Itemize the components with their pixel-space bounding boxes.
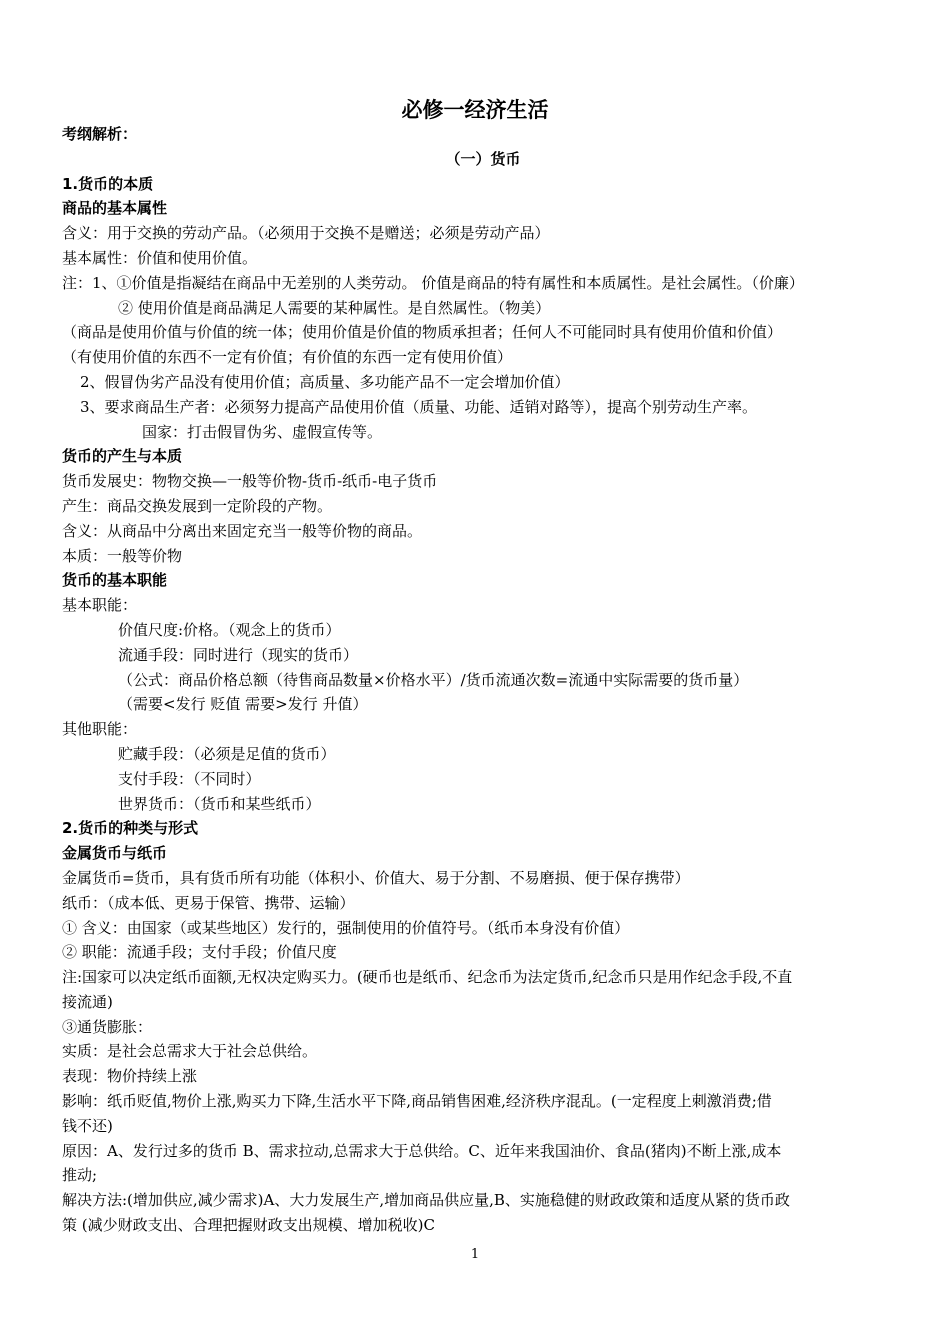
text-line: 含义：用于交换的劳动产品。（必须用于交换不是赠送；必须是劳动产品） [62, 224, 550, 243]
text-line: 含义：从商品中分离出来固定充当一般等价物的商品。 [62, 521, 423, 540]
text-line: 接流通) [62, 992, 113, 1011]
text-line: 产生：商品交换发展到一定阶段的产物。 [62, 496, 333, 515]
text-line: 3、要求商品生产者：必须努力提高产品使用价值（质量、功能、适销对路等），提高个别劳动生产率。 [80, 397, 758, 416]
section-heading: 1.货币的本质 [62, 174, 154, 193]
text-line: 实质：是社会总需求大于社会总供给。 [62, 1042, 318, 1061]
text-line: ② 职能：流通手段；支付手段；价值尺度 [62, 943, 337, 962]
text-line: 基本职能： [62, 596, 138, 615]
text-line: （商品是使用价值与价值的统一体；使用价值是价值的物质承担者；任何人不可能同时具有使用价值和价值） [62, 323, 783, 342]
text-line: ② 使用价值是商品满足人需要的某种属性。是自然属性。（物美） [118, 298, 551, 317]
section-heading: 货币的基本职能 [62, 571, 168, 590]
text-line: （需要<发行 贬值 需要>发行 升值） [118, 695, 368, 714]
text-line: 2、假冒伪劣产品没有使用价值；高质量、多功能产品不一定会增加价值） [80, 372, 570, 391]
text-line: ③通货膨胀： [62, 1017, 153, 1036]
text-line: （有使用价值的东西不一定有价值；有价值的东西一定有使用价值） [62, 348, 513, 367]
text-line: 世界货币：（货币和某些纸币） [118, 794, 321, 813]
section-heading: 2.货币的种类与形式 [62, 819, 199, 838]
text-line: 国家：打击假冒伪劣、虚假宣传等。 [142, 422, 383, 441]
text-line: 钱不还) [62, 1116, 113, 1135]
text-line: （公式：商品价格总额（待售商品数量×价格水平）/货币流通次数=流通中实际需要的货币量） [118, 670, 749, 689]
text-line: 纸币：（成本低、更易于保管、携带、运输） [62, 893, 355, 912]
section-heading: 金属货币与纸币 [62, 844, 168, 863]
text-line: 推动; [62, 1166, 98, 1185]
text-line: 货币发展史：物物交换—一般等价物-货币-纸币-电子货币 [62, 472, 438, 491]
text-line: 表现：物价持续上涨 [62, 1067, 198, 1086]
text-line: 贮藏手段：（必须是足值的货币） [118, 744, 336, 763]
section-heading: 考纲解析： [62, 125, 138, 143]
section-heading: （一）货币 [445, 149, 521, 168]
text-line: 注：1、①价值是指凝结在商品中无差别的人类劳动。 价值是商品的特有属性和本质属性。是社会属性。（价廉） [62, 273, 804, 292]
document-title: 必修一经济生活 [401, 98, 549, 122]
page-number: 1 [470, 1247, 480, 1262]
text-line: 金属货币=货币，具有货币所有功能（体积小、价值大、易于分割、不易磨损、便于保存携带） [62, 868, 690, 887]
text-line: 基本属性：价值和使用价值。 [62, 248, 258, 267]
document-body [62, 122, 894, 1238]
text-line: ① 含义：由国家（或某些地区）发行的，强制使用的价值符号。（纸币本身没有价值） [62, 918, 630, 937]
text-line: 流通手段：同时进行（现实的货币） [118, 645, 359, 664]
text-line: 原因：A、发行过多的货币 B、需求拉动,总需求大于总供给。C、近年来我国油价、食品(猪肉)不断上涨,成本 [62, 1141, 782, 1160]
text-line: 影响：纸币贬值,物价上涨,购买力下降,生活水平下降,商品销售困难,经济秩序混乱。(一定程度上刺激消费;借 [62, 1092, 772, 1111]
text-line: 解决方法:(增加供应,减少需求)A、大力发展生产,增加商品供应量,B、实施稳健的财政政策和适度从紧的货币政 [62, 1191, 790, 1210]
text-line: 支付手段：（不同时） [118, 769, 261, 788]
text-line: 注:国家可以决定纸币面额,无权决定购买力。(硬币也是纸币、纪念币为法定货币,纪念币只是用作纪念手段,不直 [62, 968, 793, 987]
text-line: 本质：一般等价物 [62, 546, 183, 565]
section-heading: 货币的产生与本质 [62, 447, 183, 466]
section-heading: 商品的基本属性 [62, 199, 168, 218]
text-line: 价值尺度:价格。（观念上的货币） [118, 620, 341, 639]
text-line: 其他职能： [62, 720, 138, 739]
text-line: 策 (减少财政支出、合理把握财政支出规模、增加税收)C [62, 1216, 435, 1235]
